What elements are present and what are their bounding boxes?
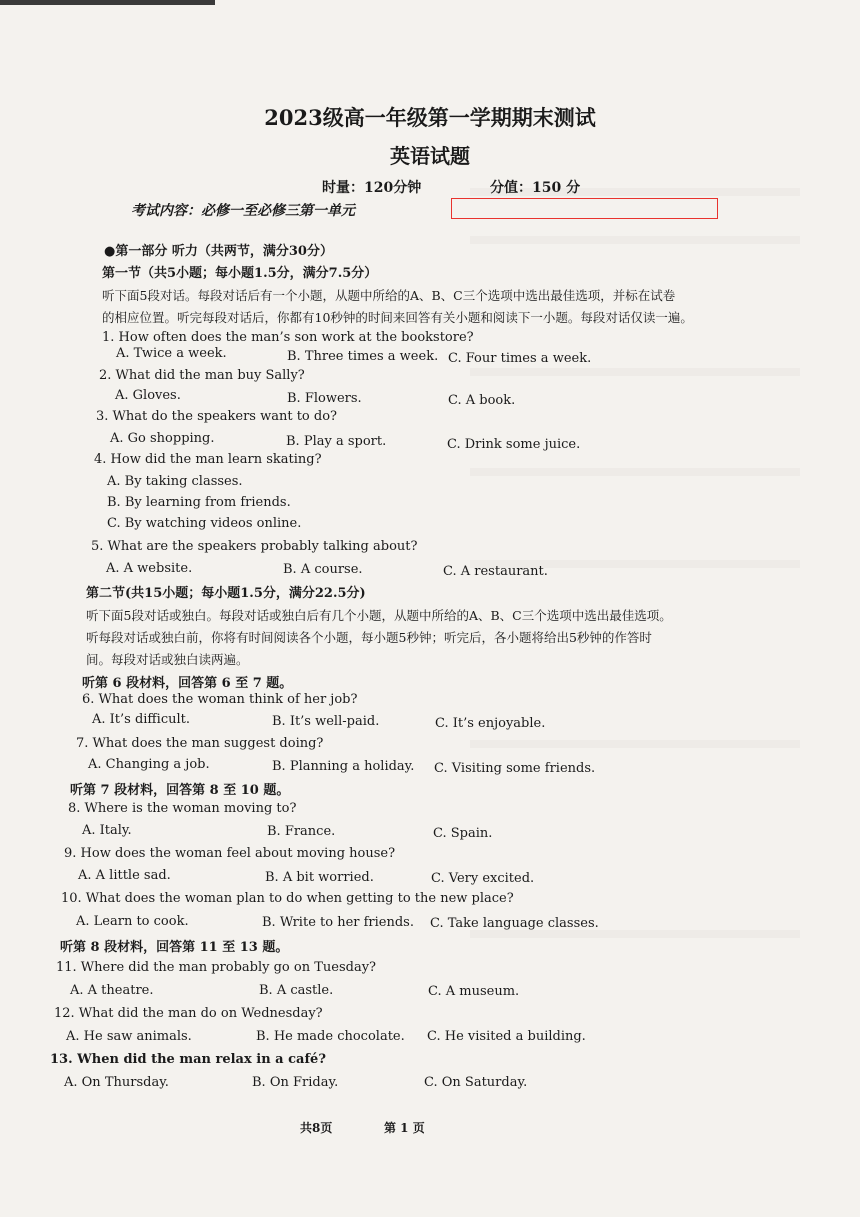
section1-instruction: 的相应位置。听完每段对话后，你都有10秒钟的时间来回答有关小题和阅读下一小题。每段对话仅读一遍。 bbox=[102, 310, 693, 325]
option-a: A. A little sad. bbox=[78, 868, 171, 883]
question: 1. How often does the man’s son work at the bookstore? bbox=[102, 330, 474, 345]
section2-heading: 第二节(共15小题；每小题1.5分，满分22.5分) bbox=[86, 586, 366, 601]
option-b: B. Three times a week. bbox=[287, 349, 439, 364]
option-a: A. On Thursday. bbox=[64, 1075, 169, 1090]
option-c: C. It’s enjoyable. bbox=[435, 716, 546, 731]
question: 13. When did the man relax in a café? bbox=[50, 1052, 326, 1067]
option-b: B. By learning from friends. bbox=[107, 495, 291, 510]
exam-subtitle: 英语试题 bbox=[390, 144, 470, 168]
option-b: B. A bit worried. bbox=[265, 870, 374, 885]
option-a: A. It’s difficult. bbox=[92, 712, 190, 727]
option-c: C. A book. bbox=[448, 393, 516, 408]
option-c: C. By watching videos online. bbox=[107, 516, 302, 531]
option-a: A. Go shopping. bbox=[110, 431, 215, 446]
question: 12. What did the man do on Wednesday? bbox=[54, 1006, 323, 1021]
exam-title: 2023级高一年级第一学期期末测试 bbox=[264, 105, 596, 130]
question: 10. What does the woman plan to do when getting to the new place? bbox=[61, 891, 514, 906]
option-b: B. Planning a holiday. bbox=[272, 759, 415, 774]
option-a: A. Learn to cook. bbox=[76, 914, 189, 929]
question: 3. What do the speakers want to do? bbox=[96, 409, 338, 424]
option-c: C. Visiting some friends. bbox=[434, 761, 596, 776]
option-c: C. Spain. bbox=[433, 826, 493, 841]
option-a: A. Gloves. bbox=[115, 388, 181, 403]
exam-content: 考试内容：必修一至必修三第一单元 bbox=[131, 203, 355, 219]
material-heading: 听第 6 段材料，回答第 6 至 7 题。 bbox=[82, 676, 293, 691]
question: 2. What did the man buy Sally? bbox=[99, 368, 305, 383]
question: 6. What does the woman think of her job? bbox=[82, 692, 358, 707]
option-a: A. He saw animals. bbox=[66, 1029, 192, 1044]
red-annotation-box bbox=[451, 198, 718, 219]
option-b: B. France. bbox=[267, 824, 336, 839]
question: 11. Where did the man probably go on Tuesday? bbox=[56, 960, 377, 975]
page-number: 第 1 页 bbox=[384, 1121, 425, 1135]
part1-heading: ●第一部分 听力（共两节，满分30分） bbox=[104, 244, 333, 259]
total-score: 分值：150 分 bbox=[490, 180, 581, 196]
section1-instruction: 听下面5段对话。每段对话后有一个小题，从题中所给的A、B、C三个选项中选出最佳选项，并标在试卷 bbox=[102, 288, 676, 303]
option-b: B. He made chocolate. bbox=[256, 1029, 405, 1044]
option-c: C. He visited a building. bbox=[427, 1029, 586, 1044]
section2-instruction: 听下面5段对话或独白。每段对话或独白后有几个小题，从题中所给的A、B、C三个选项中选出最佳选项。 bbox=[86, 608, 672, 623]
option-a: A. Changing a job. bbox=[88, 757, 210, 772]
section2-instruction: 间。每段对话或独白读两遍。 bbox=[86, 652, 249, 667]
option-c: C. Four times a week. bbox=[448, 351, 592, 366]
section1-heading: 第一节（共5小题；每小题1.5分，满分7.5分） bbox=[102, 266, 378, 281]
option-c: C. On Saturday. bbox=[424, 1075, 528, 1090]
option-a: A. A theatre. bbox=[70, 983, 154, 998]
scan-edge bbox=[0, 0, 215, 5]
option-b: B. A castle. bbox=[259, 983, 334, 998]
option-c: C. Take language classes. bbox=[430, 916, 599, 931]
option-c: C. Drink some juice. bbox=[447, 437, 581, 452]
time-limit: 时量：120分钟 bbox=[322, 180, 422, 196]
question: 8. Where is the woman moving to? bbox=[68, 801, 297, 816]
section2-instruction: 听每段对话或独白前，你将有时间阅读各个小题，每小题5秒钟；听完后，各小题将给出5秒钟的作答时 bbox=[86, 630, 652, 645]
option-b: B. On Friday. bbox=[252, 1075, 339, 1090]
question: 9. How does the woman feel about moving house? bbox=[64, 846, 396, 861]
option-b: B. It’s well-paid. bbox=[272, 714, 380, 729]
option-b: B. A course. bbox=[283, 562, 363, 577]
option-b: B. Play a sport. bbox=[286, 434, 387, 449]
material-heading: 听第 7 段材料，回答第 8 至 10 题。 bbox=[70, 783, 290, 798]
material-heading: 听第 8 段材料，回答第 11 至 13 题。 bbox=[60, 940, 289, 955]
option-a: A. Italy. bbox=[82, 823, 132, 838]
option-c: C. A restaurant. bbox=[443, 564, 548, 579]
option-a: A. By taking classes. bbox=[107, 474, 243, 489]
option-c: C. Very excited. bbox=[431, 871, 535, 886]
option-b: B. Flowers. bbox=[287, 391, 362, 406]
question: 5. What are the speakers probably talking about? bbox=[91, 539, 418, 554]
option-b: B. Write to her friends. bbox=[262, 915, 414, 930]
option-a: A. Twice a week. bbox=[116, 346, 227, 361]
question: 4. How did the man learn skating? bbox=[94, 452, 322, 467]
option-a: A. A website. bbox=[106, 561, 193, 576]
option-c: C. A museum. bbox=[428, 984, 520, 999]
question: 7. What does the man suggest doing? bbox=[76, 736, 324, 751]
page-total: 共8页 bbox=[300, 1121, 333, 1135]
